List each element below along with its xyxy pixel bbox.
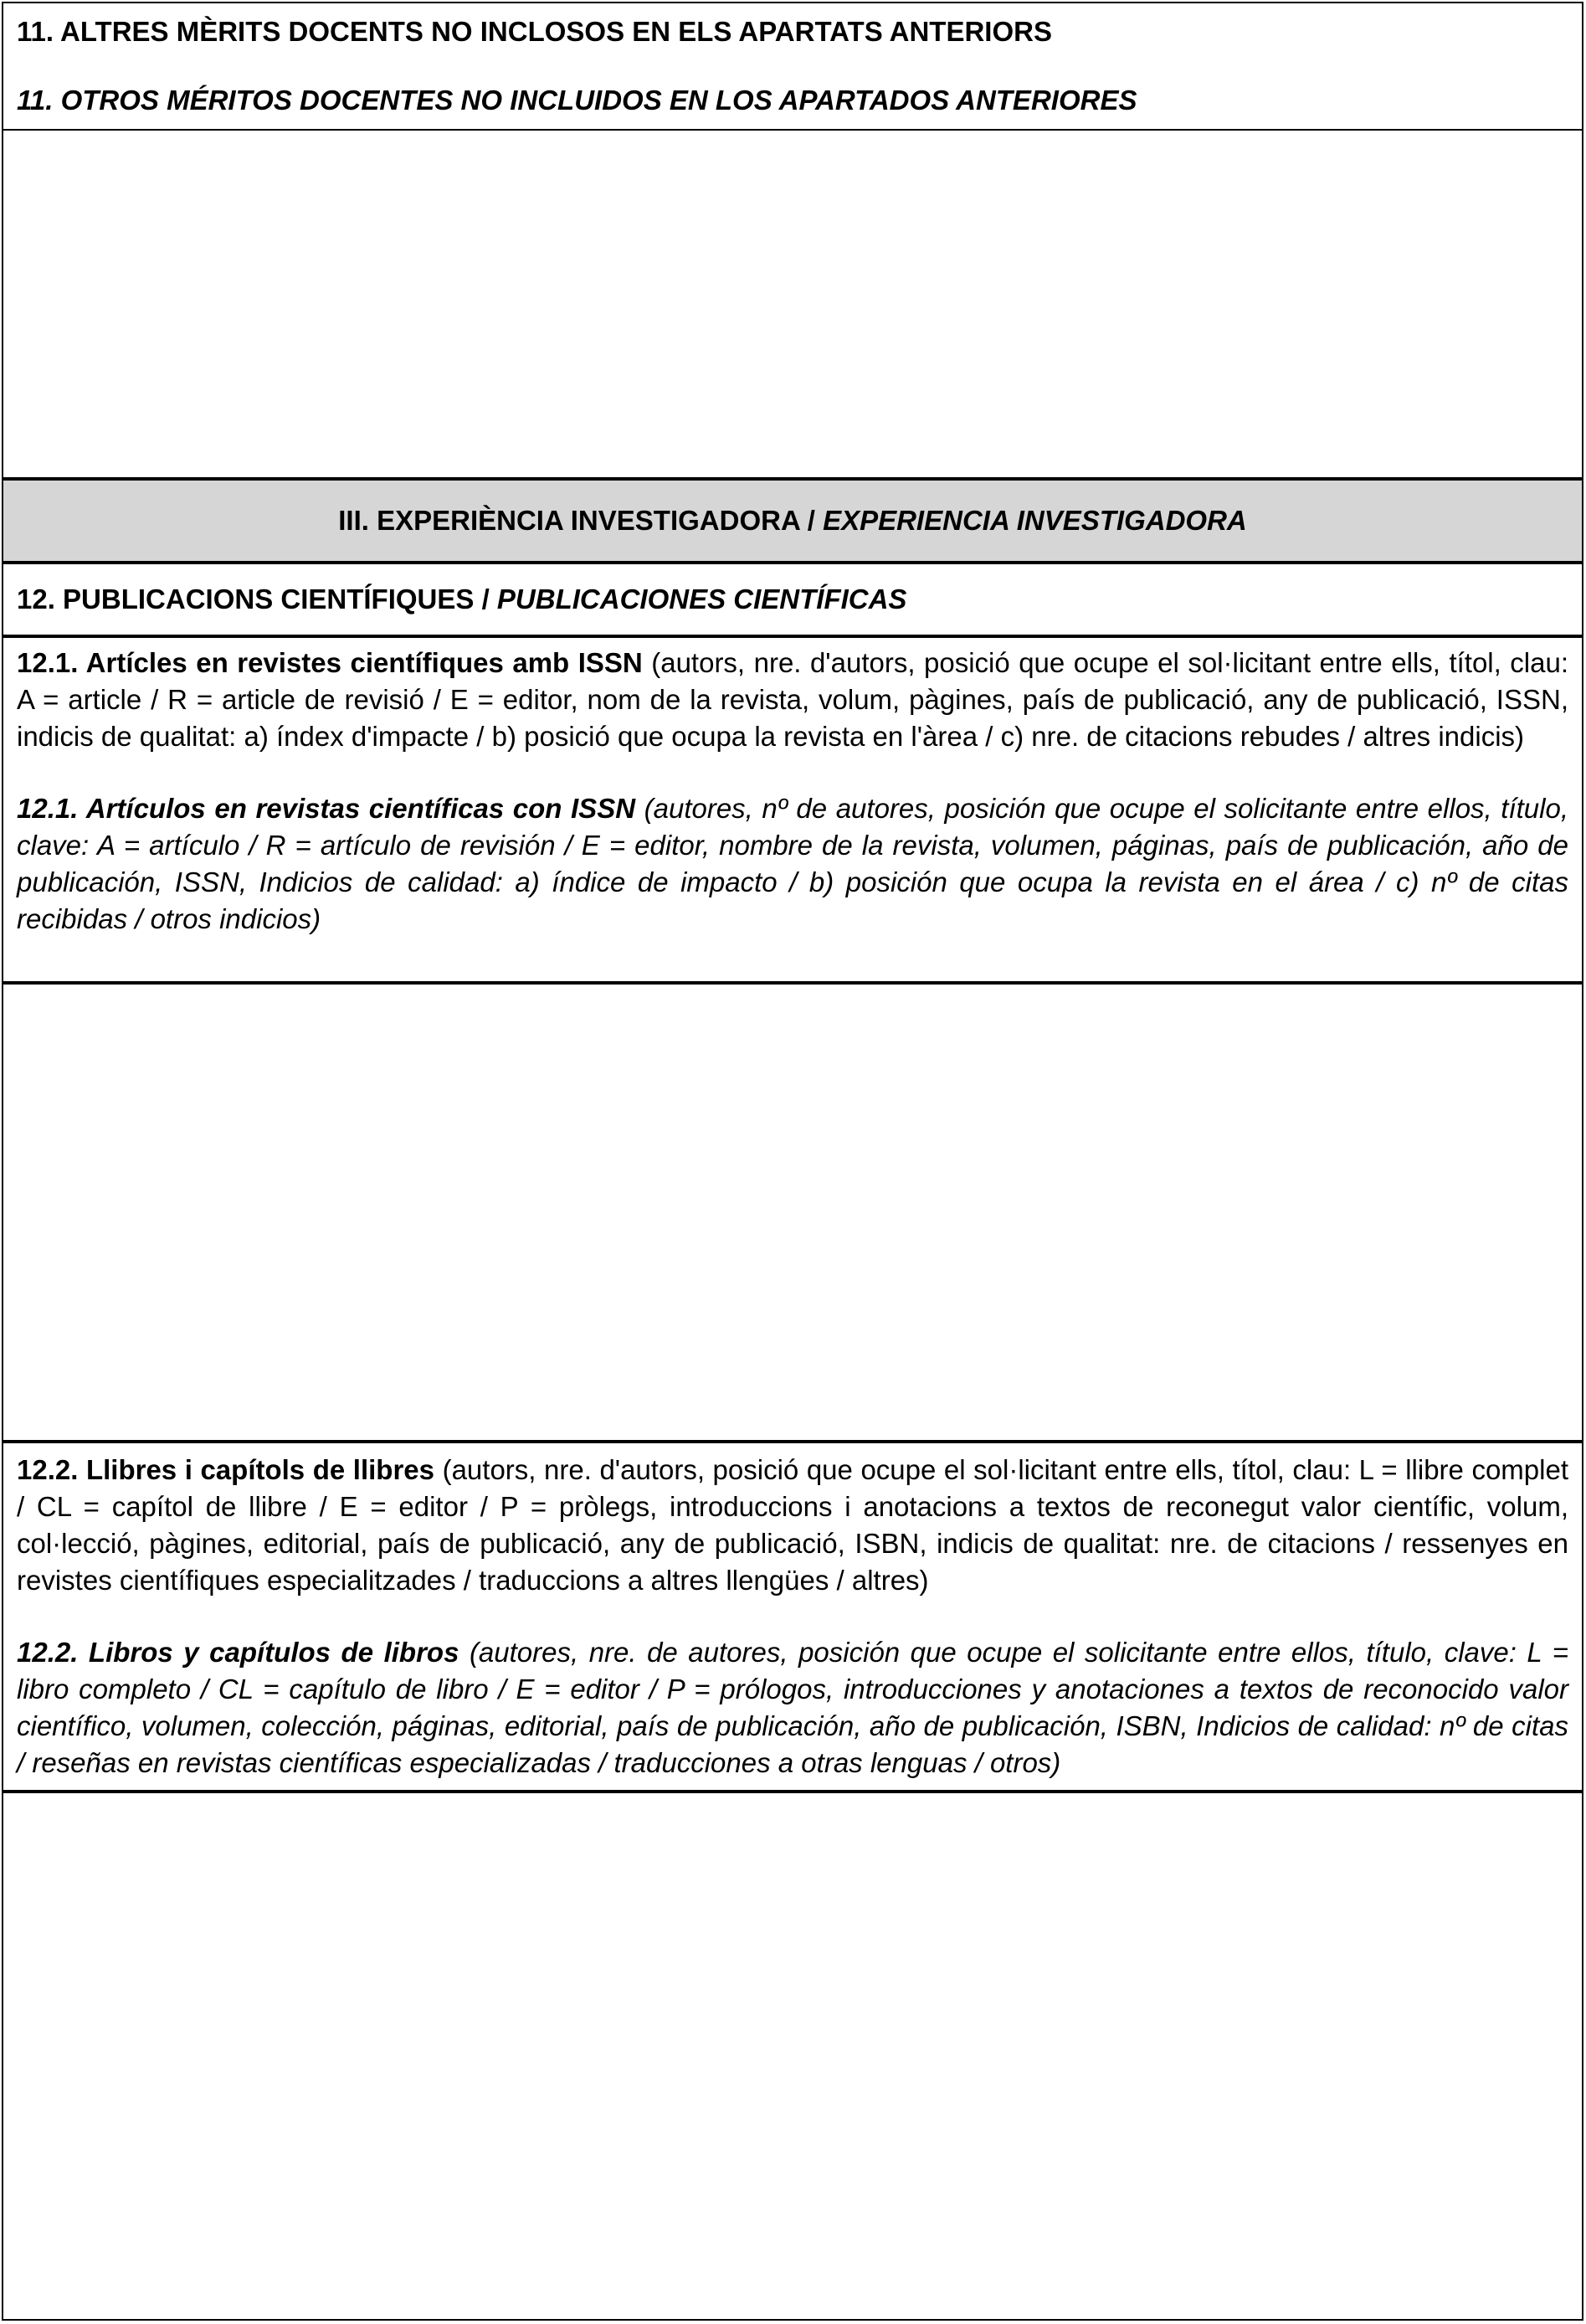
section-12-1-desc-ca: (autors, nre. d'autors, posició que ocupe el sol·licitant entre ells, títol, clau: A = article / R = article de revisió / E = editor, nom de la revista, volum, pàgines, país de publicació, any de publicació, ISSN, indicis de qualitat: a) índex d'impacte / b) posició que ocupa la revista en l'àrea / c) nre. de citacions rebudes / altres indicis) xyxy=(17,647,1569,752)
section-12-2-desc-ca: (autors, nre. d'autors, posició que ocupe el sol·licitant entre ells, títol, clau: L = llibre complet / CL = capítol de llibre / E = editor / P = pròlegs, introduccions i anotacions a textos de reconegut valor científic, volum, col·lecció, pàgines, editorial, país de publicació, any de publicació, ISBN, indicis de qualitat: nre. de citacions / ressenyes en revistes científiques especialitzades / traduccions a altres llengües / altres) xyxy=(17,1454,1569,1596)
section-12-2-desc-es: (autores, nre. de autores, posición que ocupe el solicitante entre ellos, título, clave: L = libro completo / CL = capítulo de libro / E = editor / P = prólogos, introducciones y anotaciones a textos de reconocido valor científico, volumen, colección, páginas, editorial, país de publicación, año de publicación, ISBN, Indicios de calidad: nº de citas / reseñas en revistas científicas especializadas / traducciones a otras lenguas / otros) xyxy=(17,1637,1568,1778)
section-3-title xyxy=(3,481,1582,539)
section-12-2-text-ca xyxy=(3,1443,1582,1599)
section-11-entry-area[interactable] xyxy=(2,129,1583,479)
section-11-title-es: 11. OTROS MÉRITOS DOCENTES NO INCLUIDOS EN LOS APARTADOS ANTERIORES xyxy=(17,85,1137,116)
section-12-title xyxy=(3,564,1582,618)
section-12-title-es: PUBLICACIONES CIENTÍFICAS xyxy=(496,584,907,614)
section-12-1-text-ca xyxy=(3,638,1582,755)
section-12-2-entry-area[interactable] xyxy=(2,1792,1583,2321)
section-3-title-ca: III. EXPERIÈNCIA INVESTIGADORA / xyxy=(338,505,824,536)
section-3-header xyxy=(2,479,1583,563)
section-11-header xyxy=(2,2,1583,131)
section-12-1-desc-es: (autores, nº de autores, posición que ocupe el solicitante entre ellos, título, clave: A = artículo / R = artículo de revisión / E = editor, nombre de la revista, volumen, páginas, país de publicación, año de publicación, ISSN, Indicios de calidad: a) índice de impacto / b) posición que ocupa la revista en el área / c) nº de citas recibidas / otros indicios) xyxy=(17,793,1569,934)
section-12-1-entry-area[interactable] xyxy=(2,983,1583,1442)
section-12-2-heading-ca: 12.2. Llibres i capítols de llibres xyxy=(17,1454,435,1485)
section-12-header xyxy=(2,563,1583,636)
section-12-title-ca: 12. PUBLICACIONS CIENTÍFIQUES / xyxy=(17,584,497,614)
section-12-2-text-es xyxy=(3,1599,1582,1782)
section-12-1-heading-ca: 12.1. Artícles en revistes científiques amb ISSN xyxy=(17,647,643,678)
section-12-1-description xyxy=(2,636,1583,983)
section-12-1-heading-es: 12.1. Artículos en revistas científicas con ISSN xyxy=(17,793,636,824)
section-3-title-es: EXPERIENCIA INVESTIGADORA xyxy=(823,505,1247,536)
section-12-1-text-es xyxy=(3,755,1582,938)
section-12-2-description xyxy=(2,1442,1583,1792)
section-11-title-ca: 11. ALTRES MÈRITS DOCENTS NO INCLOSOS EN ELS APARTATS ANTERIORS xyxy=(17,16,1052,47)
section-12-2-heading-es: 12.2. Libros y capítulos de libros xyxy=(17,1637,459,1668)
